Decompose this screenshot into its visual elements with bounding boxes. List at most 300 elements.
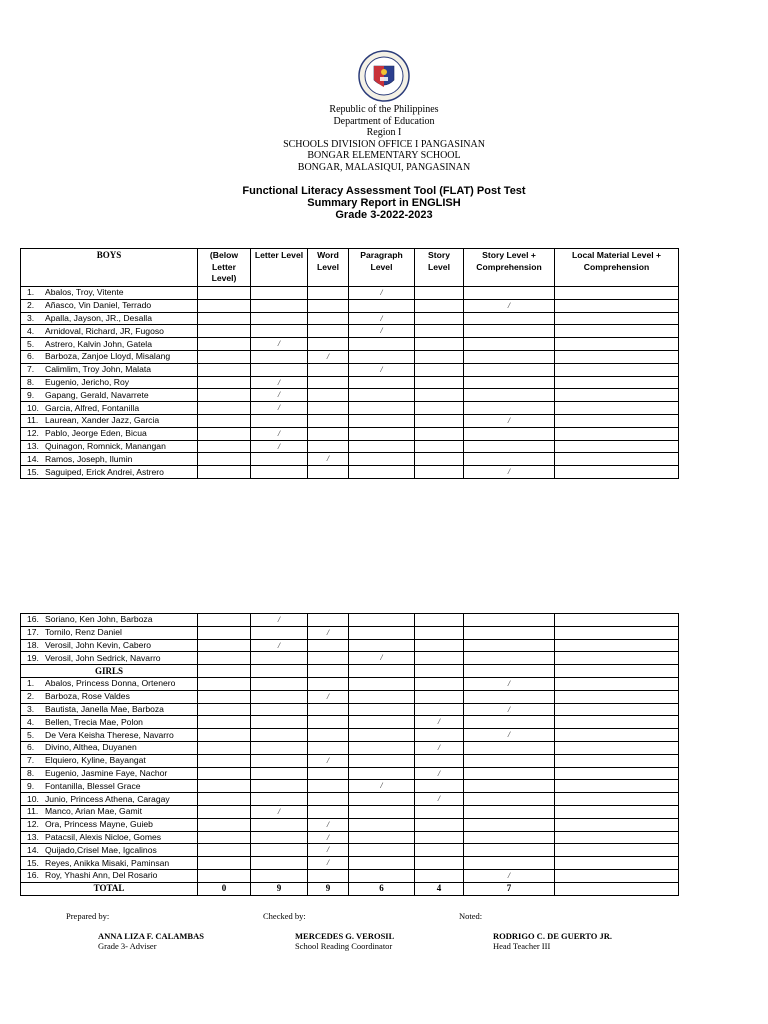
level-cell	[555, 754, 679, 767]
level-cell	[349, 857, 415, 870]
level-cell	[464, 869, 555, 882]
level-cell	[308, 652, 349, 665]
level-cell	[308, 338, 349, 351]
level-cell	[464, 414, 555, 427]
level-cell	[198, 818, 251, 831]
level-cell	[555, 780, 679, 793]
level-cell	[464, 287, 555, 300]
level-cell	[464, 626, 555, 639]
level-cell	[349, 350, 415, 363]
division-line: SCHOOLS DIVISION OFFICE I PANGASINAN	[283, 138, 485, 150]
student-number: 16.	[27, 614, 39, 625]
level-cell	[555, 350, 679, 363]
level-cell	[464, 665, 555, 678]
title-line-2: Summary Report in ENGLISH	[307, 197, 461, 209]
student-number: 6.	[27, 351, 35, 362]
level-check-mark: /	[507, 415, 511, 425]
level-cell	[308, 389, 349, 402]
level-cell	[251, 805, 308, 818]
student-name: Barboza, Rose Valdes	[45, 691, 130, 702]
level-check-mark: /	[326, 351, 330, 361]
student-number: 18.	[27, 639, 39, 650]
level-cell	[308, 716, 349, 729]
level-cell	[349, 767, 415, 780]
level-cell	[415, 652, 464, 665]
level-cell	[415, 639, 464, 652]
level-cell	[555, 440, 679, 453]
student-name-cell	[21, 287, 198, 300]
level-cell	[349, 869, 415, 882]
student-name: Patacsil, Alexis Nicloe, Gomes	[45, 831, 162, 842]
student-number: 8.	[27, 376, 35, 387]
level-cell	[308, 741, 349, 754]
address-line: BONGAR, MALASIQUI, PANGASINAN	[297, 161, 471, 173]
level-cell	[464, 338, 555, 351]
student-row	[21, 440, 679, 453]
student-name: Soriano, Ken John, Barboza	[45, 614, 153, 625]
level-check-mark: /	[437, 742, 441, 752]
level-cell	[308, 312, 349, 325]
student-name-cell	[21, 741, 198, 754]
level-cell	[415, 703, 464, 716]
level-cell	[308, 729, 349, 742]
student-name: Calimlim, Troy John, Malata	[45, 364, 152, 375]
level-cell	[251, 754, 308, 767]
level-cell	[308, 754, 349, 767]
level-cell	[555, 389, 679, 402]
total-value: 6	[349, 882, 415, 895]
student-name-cell	[21, 767, 198, 780]
level-cell	[415, 427, 464, 440]
level-cell	[308, 805, 349, 818]
level-check-mark: /	[326, 858, 330, 868]
level-cell	[349, 363, 415, 376]
level-cell	[555, 805, 679, 818]
student-name: Elquiero, Kyline, Bayangat	[45, 755, 146, 766]
level-cell	[415, 805, 464, 818]
level-cell	[251, 427, 308, 440]
student-name: Abalos, Troy, Vitente	[45, 287, 124, 298]
student-number: 10.	[27, 402, 39, 413]
prepared-by-label: Prepared by:	[66, 911, 110, 921]
checked-by-name: MERCEDES G. VEROSIL	[295, 931, 395, 941]
level-check-mark: /	[277, 377, 281, 387]
level-cell	[308, 414, 349, 427]
level-cell	[308, 665, 349, 678]
student-number: 14.	[27, 453, 39, 464]
student-name-cell	[21, 703, 198, 716]
student-name: Verosil, John Kevin, Cabero	[45, 639, 152, 650]
girls-section-label: GIRLS	[21, 665, 198, 678]
student-name-cell	[21, 677, 198, 690]
level-cell	[415, 466, 464, 479]
level-check-mark: /	[326, 691, 330, 701]
level-cell	[251, 652, 308, 665]
level-cell	[198, 690, 251, 703]
level-cell	[555, 818, 679, 831]
level-cell	[555, 677, 679, 690]
level-cell	[415, 677, 464, 690]
school-line: BONGAR ELEMENTARY SCHOOL	[307, 150, 461, 161]
student-number: 16.	[27, 870, 39, 881]
level-cell	[308, 793, 349, 806]
level-check-mark: /	[326, 819, 330, 829]
level-cell	[555, 466, 679, 479]
student-number: 12.	[27, 819, 39, 830]
student-name: Astrero, Kalvin John, Gatela	[45, 338, 152, 349]
noted-by-name: RODRIGO C. DE GUERTO JR.	[493, 931, 613, 941]
level-cell	[415, 844, 464, 857]
level-check-mark: /	[380, 781, 383, 791]
student-name-cell	[21, 729, 198, 742]
level-cell	[415, 350, 464, 363]
student-row	[21, 287, 679, 300]
level-cell	[349, 427, 415, 440]
level-cell	[349, 729, 415, 742]
col-story-header: Story Level	[415, 249, 464, 287]
student-row	[21, 338, 679, 351]
level-check-mark: /	[380, 313, 383, 323]
student-name-cell	[21, 869, 198, 882]
level-check-mark: /	[380, 326, 383, 336]
student-name: Apalla, Jayson, JR., Desalla	[45, 312, 152, 323]
student-name-cell	[21, 844, 198, 857]
level-cell	[198, 677, 251, 690]
student-row	[21, 325, 679, 338]
student-row	[21, 805, 679, 818]
level-cell	[251, 389, 308, 402]
level-cell	[415, 325, 464, 338]
title-line-1: Functional Literacy Assessment Tool (FLAT) Post Test	[242, 185, 526, 197]
student-row	[21, 690, 679, 703]
level-cell	[198, 665, 251, 678]
student-name-cell	[21, 793, 198, 806]
level-cell	[555, 767, 679, 780]
level-cell	[415, 338, 464, 351]
level-cell	[349, 466, 415, 479]
level-cell	[251, 831, 308, 844]
student-number: 11.	[27, 806, 39, 817]
level-cell	[464, 427, 555, 440]
girls-section-row	[21, 665, 679, 678]
level-cell	[555, 376, 679, 389]
level-cell	[198, 350, 251, 363]
level-cell	[251, 767, 308, 780]
level-cell	[415, 614, 464, 627]
student-name: Pablo, Jeorge Eden, Bicua	[45, 428, 147, 439]
level-cell	[464, 325, 555, 338]
level-cell	[415, 665, 464, 678]
col-boys-header: BOYS	[21, 249, 198, 287]
student-row	[21, 363, 679, 376]
level-cell	[251, 716, 308, 729]
student-name-cell	[21, 414, 198, 427]
student-number: 8.	[27, 767, 35, 778]
level-cell	[198, 325, 251, 338]
level-cell	[415, 716, 464, 729]
student-number: 2.	[27, 691, 35, 702]
student-name-cell	[21, 652, 198, 665]
level-cell	[555, 729, 679, 742]
level-check-mark: /	[277, 390, 281, 400]
student-row	[21, 780, 679, 793]
student-name-cell	[21, 857, 198, 870]
level-cell	[251, 690, 308, 703]
level-cell	[464, 312, 555, 325]
student-name: Fontanilla, Blessel Grace	[45, 780, 141, 791]
level-cell	[198, 639, 251, 652]
level-cell	[415, 414, 464, 427]
student-number: 6.	[27, 742, 35, 753]
level-cell	[555, 703, 679, 716]
level-cell	[198, 767, 251, 780]
level-cell	[308, 376, 349, 389]
student-row	[21, 729, 679, 742]
student-name: Ramos, Joseph, Ilumin	[45, 453, 133, 464]
level-cell	[555, 614, 679, 627]
student-number: 13.	[27, 831, 39, 842]
level-cell	[198, 857, 251, 870]
student-name: Roy, Yhashi Ann, Del Rosario	[45, 870, 158, 881]
level-cell	[464, 677, 555, 690]
level-cell	[415, 818, 464, 831]
level-cell	[555, 844, 679, 857]
student-row	[21, 677, 679, 690]
checked-by-role: School Reading Coordinator	[295, 941, 393, 951]
total-value: 4	[415, 882, 464, 895]
total-value: 9	[308, 882, 349, 895]
level-cell	[349, 831, 415, 844]
level-check-mark: /	[326, 627, 330, 637]
level-cell	[415, 831, 464, 844]
level-check-mark: /	[326, 845, 330, 855]
level-cell	[349, 703, 415, 716]
student-name: Manco, Arian Mae, Gamit	[45, 806, 142, 817]
level-check-mark: /	[277, 640, 281, 650]
noted-by-label: Noted:	[459, 911, 483, 921]
level-cell	[415, 376, 464, 389]
level-check-mark: /	[507, 678, 511, 688]
level-cell	[415, 312, 464, 325]
level-cell	[464, 805, 555, 818]
level-cell	[415, 363, 464, 376]
student-row	[21, 466, 679, 479]
student-row	[21, 427, 679, 440]
level-check-mark: /	[326, 454, 330, 464]
level-check-mark: /	[326, 755, 330, 765]
level-cell	[198, 338, 251, 351]
student-name: Ora, Princess Mayne, Guieb	[45, 819, 153, 830]
level-cell	[251, 287, 308, 300]
level-cell	[349, 325, 415, 338]
level-cell	[198, 389, 251, 402]
level-cell	[464, 741, 555, 754]
student-number: 15.	[27, 857, 39, 868]
level-cell	[415, 729, 464, 742]
level-cell	[349, 312, 415, 325]
level-cell	[308, 440, 349, 453]
student-row	[21, 741, 679, 754]
student-number: 2.	[27, 300, 35, 311]
level-cell	[555, 325, 679, 338]
level-cell	[308, 780, 349, 793]
level-cell	[198, 626, 251, 639]
student-name: Quinagon, Romnick, Manangan	[45, 440, 166, 451]
level-cell	[308, 767, 349, 780]
level-check-mark: /	[380, 288, 383, 297]
student-row	[21, 402, 679, 415]
level-cell	[251, 363, 308, 376]
total-value: 7	[464, 882, 555, 895]
total-value: 0	[198, 882, 251, 895]
level-cell	[251, 793, 308, 806]
student-row	[21, 626, 679, 639]
level-cell	[349, 338, 415, 351]
level-cell	[555, 793, 679, 806]
level-check-mark: /	[507, 870, 511, 880]
level-cell	[198, 287, 251, 300]
student-name-cell	[21, 338, 198, 351]
level-cell	[251, 729, 308, 742]
level-cell	[198, 312, 251, 325]
student-number: 5.	[27, 338, 35, 349]
title-line-3: Grade 3-2022-2023	[335, 209, 433, 221]
student-name-cell	[21, 363, 198, 376]
level-cell	[251, 614, 308, 627]
student-number: 4.	[27, 325, 35, 336]
level-cell	[308, 363, 349, 376]
summary-table-page-2	[20, 613, 679, 896]
student-name: Tornilo, Renz Daniel	[45, 627, 122, 638]
level-cell	[251, 453, 308, 466]
student-row	[21, 453, 679, 466]
level-cell	[349, 805, 415, 818]
level-cell	[555, 299, 679, 312]
level-cell	[198, 703, 251, 716]
level-cell	[198, 754, 251, 767]
level-cell	[308, 677, 349, 690]
level-cell	[198, 869, 251, 882]
student-name-cell	[21, 466, 198, 479]
level-cell	[349, 741, 415, 754]
level-cell	[464, 690, 555, 703]
level-cell	[415, 440, 464, 453]
level-cell	[464, 402, 555, 415]
student-row	[21, 639, 679, 652]
student-number: 7.	[27, 364, 35, 375]
level-cell	[251, 818, 308, 831]
level-check-mark: /	[437, 717, 441, 727]
level-cell	[555, 402, 679, 415]
level-cell	[349, 626, 415, 639]
level-cell	[251, 312, 308, 325]
level-cell	[308, 626, 349, 639]
col-story-comprehension-header: Story Level + Comprehension	[464, 249, 555, 287]
level-cell	[308, 690, 349, 703]
level-cell	[308, 287, 349, 300]
total-label: TOTAL	[21, 882, 198, 895]
level-cell	[464, 639, 555, 652]
student-number: 1.	[27, 287, 35, 298]
level-cell	[464, 440, 555, 453]
level-cell	[251, 844, 308, 857]
level-cell	[198, 453, 251, 466]
level-cell	[555, 626, 679, 639]
level-cell	[308, 844, 349, 857]
level-cell	[349, 287, 415, 300]
student-name-cell	[21, 614, 198, 627]
level-cell	[251, 665, 308, 678]
level-cell	[198, 363, 251, 376]
total-value	[555, 882, 679, 895]
level-cell	[555, 427, 679, 440]
col-letter-header: Letter Level	[251, 249, 308, 287]
student-name-cell	[21, 831, 198, 844]
checked-by-label: Checked by:	[263, 911, 306, 921]
student-number: 13.	[27, 440, 39, 451]
level-check-mark: /	[277, 339, 281, 349]
level-check-mark: /	[277, 428, 281, 438]
level-cell	[555, 716, 679, 729]
level-cell	[349, 677, 415, 690]
student-name: Eugenio, Jericho, Roy	[45, 376, 130, 387]
level-cell	[349, 844, 415, 857]
level-cell	[251, 376, 308, 389]
level-cell	[555, 639, 679, 652]
level-cell	[198, 716, 251, 729]
noted-by-block	[459, 911, 612, 951]
student-name: Barboza, Zanjoe Lloyd, Misalang	[45, 351, 171, 362]
checked-by-block	[263, 911, 394, 951]
student-name: Laurean, Xander Jazz, Garcia	[45, 415, 160, 426]
level-cell	[464, 754, 555, 767]
level-cell	[464, 729, 555, 742]
level-cell	[464, 857, 555, 870]
student-name: Junio, Princess Athena, Caragay	[45, 793, 170, 804]
level-cell	[464, 831, 555, 844]
student-number: 5.	[27, 729, 35, 740]
level-cell	[349, 780, 415, 793]
student-name: Abalos, Princess Donna, Ortenero	[45, 678, 176, 689]
level-cell	[251, 869, 308, 882]
level-cell	[251, 780, 308, 793]
student-number: 3.	[27, 703, 35, 714]
level-cell	[555, 414, 679, 427]
noted-by-role: Head Teacher III	[493, 941, 551, 951]
col-local-material-header: Local Material Level + Comprehension	[555, 249, 679, 287]
student-name-cell	[21, 350, 198, 363]
level-cell	[464, 767, 555, 780]
level-cell	[308, 857, 349, 870]
level-cell	[349, 614, 415, 627]
level-cell	[349, 690, 415, 703]
level-cell	[308, 614, 349, 627]
level-cell	[198, 780, 251, 793]
level-cell	[198, 299, 251, 312]
level-cell	[198, 614, 251, 627]
level-cell	[555, 453, 679, 466]
level-cell	[308, 350, 349, 363]
level-cell	[464, 389, 555, 402]
student-row	[21, 350, 679, 363]
level-cell	[555, 665, 679, 678]
student-number: 7.	[27, 755, 35, 766]
student-name-cell	[21, 716, 198, 729]
total-value: 9	[251, 882, 308, 895]
report-title	[0, 185, 768, 221]
deped-seal-icon	[358, 50, 410, 102]
student-row	[21, 793, 679, 806]
